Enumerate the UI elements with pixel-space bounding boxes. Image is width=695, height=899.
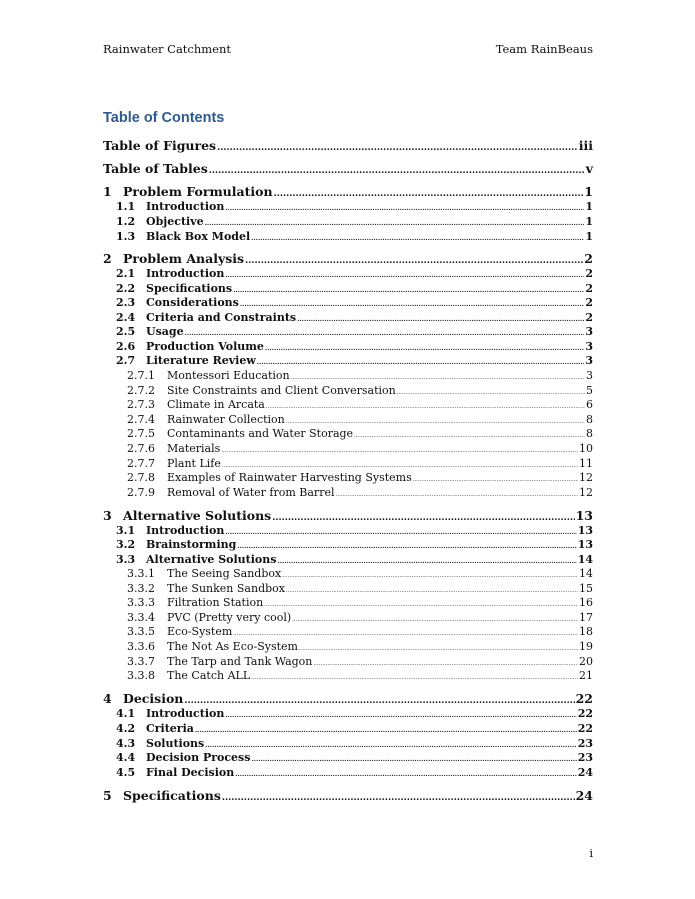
toc-dot-leader (413, 478, 578, 484)
toc-dot-leader (251, 676, 578, 682)
toc-entry-page: 1 (584, 184, 593, 199)
toc-entry-title: Final Decision (146, 766, 235, 779)
toc-entry-title: Problem Analysis (123, 251, 245, 266)
toc-entry[interactable] (116, 230, 593, 243)
toc-entry-number: 3.1 (116, 524, 136, 537)
toc-entry-number: 2.7.5 (127, 427, 155, 440)
toc-entry-number: 2.5 (116, 325, 136, 338)
toc-entry[interactable] (127, 457, 593, 470)
toc-entry-title: Removal of Water from Barrel (167, 486, 335, 499)
toc-entry-title: Decision (123, 691, 184, 706)
toc-entry-title: Criteria and Constraints (146, 311, 297, 324)
toc-entry[interactable] (103, 184, 593, 199)
running-header-right: Team RainBeaus (495, 42, 593, 56)
toc-dot-leader (209, 167, 585, 176)
toc-dot-leader (266, 405, 585, 411)
toc-entry-page: 3 (585, 354, 593, 367)
toc-dot-leader (251, 756, 576, 763)
toc-entry[interactable] (103, 251, 593, 266)
toc-entry[interactable] (127, 413, 593, 426)
toc-entry-page: 24 (577, 766, 593, 779)
toc-dot-leader (335, 493, 578, 499)
toc-entry-title: Brainstorming (146, 538, 237, 551)
toc-entry-number: 1 (103, 184, 112, 199)
toc-entry-page: 2 (584, 251, 593, 266)
toc-dot-leader (222, 794, 575, 803)
toc-entry-title: Introduction (146, 524, 225, 537)
toc-entry-title: Literature Review (146, 354, 256, 367)
toc-entry-number: 4.5 (116, 766, 136, 779)
toc-entry-page: 1 (585, 200, 593, 213)
toc-entry-title: Introduction (146, 200, 225, 213)
toc-entry-page: v (585, 161, 593, 176)
toc-entry[interactable] (103, 138, 593, 153)
toc-dot-leader (184, 697, 574, 706)
toc-entry-number: 2.7 (116, 354, 136, 367)
toc-entry-page: 13 (577, 524, 593, 537)
toc-dot-leader (225, 272, 584, 279)
toc-entry-number: 3.3.8 (127, 669, 155, 682)
toc-entry-page: 2 (585, 282, 593, 295)
toc-dot-leader (217, 144, 578, 153)
toc-entry[interactable] (116, 325, 593, 338)
toc-entry-page: 22 (577, 707, 593, 720)
toc-entry-title: Specifications (146, 282, 233, 295)
toc-entry[interactable] (116, 311, 593, 324)
toc-entry-page: 5 (586, 384, 593, 397)
toc-entry-title: Alternative Solutions (146, 553, 277, 566)
toc-entry-number: 3.2 (116, 538, 136, 551)
toc-entry-number: 2.7.8 (127, 471, 155, 484)
toc-entry-page: 2 (585, 311, 593, 324)
toc-entry-page: 15 (579, 582, 593, 595)
toc-entry-number: 2.7.7 (127, 457, 155, 470)
toc-entry-page: 11 (579, 457, 593, 470)
toc-entry-title: Alternative Solutions (123, 508, 272, 523)
toc-dot-leader (397, 391, 585, 397)
toc-entry[interactable] (127, 582, 593, 595)
toc-entry-page: 16 (579, 596, 593, 609)
toc-dot-leader (233, 632, 578, 638)
toc-entry-number: 3.3.5 (127, 625, 155, 638)
toc-entry-title: The Not As Eco-System (167, 640, 298, 653)
toc-entry-page: 2 (585, 267, 593, 280)
toc-entry-page: 1 (585, 215, 593, 228)
toc-entry[interactable] (103, 161, 593, 176)
toc-entry-number: 4.1 (116, 707, 136, 720)
toc-entry-title: Climate in Arcata (167, 398, 265, 411)
toc-dot-leader (251, 235, 584, 242)
toc-entry-title: Plant Life (167, 457, 221, 470)
toc-entry-page: 24 (575, 788, 593, 803)
toc-entry-number: 3.3.1 (127, 567, 155, 580)
toc-entry-title: Examples of Rainwater Harvesting Systems (167, 471, 412, 484)
toc-entry[interactable] (116, 282, 593, 295)
toc-entry-title: Specifications (123, 788, 221, 803)
toc-entry-title: Usage (146, 325, 184, 338)
toc-entry[interactable] (116, 722, 593, 735)
toc-dot-leader (195, 727, 577, 734)
toc-entry-title: Rainwater Collection (167, 413, 285, 426)
toc-entry[interactable] (116, 200, 593, 213)
toc-entry[interactable] (127, 384, 593, 397)
toc-dot-leader (299, 647, 578, 653)
toc-entry-page: 23 (577, 737, 593, 750)
toc-entry[interactable] (127, 611, 593, 624)
toc-dot-leader (282, 574, 578, 580)
toc-entry-title: Considerations (146, 296, 239, 309)
toc-entry-page: 23 (577, 751, 593, 764)
toc-entry-number: 2.7.9 (127, 486, 155, 499)
toc-entry[interactable] (116, 296, 593, 309)
toc-entry-title: Table of Figures (103, 138, 217, 153)
toc-dot-leader (240, 301, 584, 308)
toc-dot-leader (277, 558, 576, 565)
toc-entry-number: 3.3.4 (127, 611, 155, 624)
toc-entry-number: 3 (103, 508, 112, 523)
toc-entry-number: 1.1 (116, 200, 136, 213)
running-header-left: Rainwater Catchment (103, 42, 232, 56)
toc-entry-page: 22 (575, 691, 593, 706)
toc-entry-number: 2.7.3 (127, 398, 155, 411)
toc-entry-title: Introduction (146, 707, 225, 720)
toc-entry-title: Filtration Station (167, 596, 264, 609)
toc-entry-number: 5 (103, 788, 112, 803)
toc-entry[interactable] (116, 340, 593, 353)
toc-dot-leader (185, 330, 585, 337)
toc-entry-number: 2.7.6 (127, 442, 155, 455)
toc-entry-title: Table of Tables (103, 161, 208, 176)
toc-dot-leader (286, 420, 585, 426)
toc-dot-leader (264, 603, 578, 609)
toc-entry-page: 3 (585, 325, 593, 338)
toc-entry-page: 19 (579, 640, 593, 653)
toc-entry-title: Black Box Model (146, 230, 251, 243)
toc-entry[interactable] (103, 788, 593, 803)
toc-entry[interactable] (116, 737, 593, 750)
toc-entry-title: The Seeing Sandbox (167, 567, 282, 580)
toc-entry-title: Contaminants and Water Storage (167, 427, 354, 440)
toc-entry-number: 4.4 (116, 751, 136, 764)
toc-entry-page: iii (578, 138, 593, 153)
toc-entry[interactable] (116, 751, 593, 764)
toc-entry[interactable] (127, 369, 593, 382)
toc-entry-page: 14 (577, 553, 593, 566)
toc-entry[interactable] (127, 486, 593, 499)
toc-dot-leader (245, 257, 583, 266)
toc-entry[interactable] (103, 691, 593, 706)
toc-entry-number: 3.3.7 (127, 655, 155, 668)
toc-dot-leader (286, 589, 578, 595)
toc-entry-page: 20 (579, 655, 593, 668)
toc-entry[interactable] (127, 427, 593, 440)
toc-entry-title: The Tarp and Tank Wagon (167, 655, 313, 668)
toc-dot-leader (225, 712, 576, 719)
toc-dot-leader (233, 287, 584, 294)
toc-entry[interactable] (127, 640, 593, 653)
toc-entry-number: 2.3 (116, 296, 136, 309)
toc-entry-number: 2.4 (116, 311, 136, 324)
toc-entry-title: Site Constraints and Client Conversation (167, 384, 396, 397)
toc-entry[interactable] (116, 524, 593, 537)
toc-entry[interactable] (116, 354, 593, 367)
toc-entry-page: 8 (586, 413, 593, 426)
toc-entry-page: 18 (579, 625, 593, 638)
toc-entry-number: 4.2 (116, 722, 136, 735)
toc-entry-number: 1.3 (116, 230, 136, 243)
toc-dot-leader (221, 449, 578, 455)
toc-dot-leader (265, 345, 584, 352)
toc-entry-title: Solutions (146, 737, 205, 750)
toc-entry-page: 8 (586, 427, 593, 440)
toc-entry-page: 1 (585, 230, 593, 243)
toc-entry[interactable] (127, 442, 593, 455)
toc-dot-leader (354, 434, 585, 440)
toc-entry[interactable] (127, 669, 593, 682)
toc-dot-leader (222, 464, 578, 470)
toc-dot-leader (291, 376, 585, 382)
toc-entry-number: 2 (103, 251, 112, 266)
toc-entry[interactable] (103, 508, 593, 523)
toc-entry-number: 3.3.2 (127, 582, 155, 595)
toc-entry-title: Production Volume (146, 340, 264, 353)
toc-entry-number: 1.2 (116, 215, 136, 228)
toc-entry[interactable] (116, 766, 593, 779)
toc-dot-leader (292, 618, 578, 624)
toc-entry-page: 21 (579, 669, 593, 682)
toc-entry-page: 14 (579, 567, 593, 580)
toc-dot-leader (205, 220, 585, 227)
toc-entry-title: Criteria (146, 722, 194, 735)
toc-entry-number: 2.7.1 (127, 369, 155, 382)
toc-entry-page: 13 (575, 508, 593, 523)
toc-entry[interactable] (127, 655, 593, 668)
toc-entry-page: 13 (577, 538, 593, 551)
toc-entry-number: 2.7.4 (127, 413, 155, 426)
toc-entry-number: 2.2 (116, 282, 136, 295)
toc-entry-number: 4 (103, 691, 112, 706)
toc-entry[interactable] (127, 596, 593, 609)
toc-entry[interactable] (127, 567, 593, 580)
toc-entry-page: 12 (579, 471, 593, 484)
toc-entry[interactable] (116, 707, 593, 720)
toc-entry-title: PVC (Pretty very cool) (167, 611, 292, 624)
toc-entry-number: 3.3.3 (127, 596, 155, 609)
toc-entry-page: 17 (579, 611, 593, 624)
toc-entry-number: 4.3 (116, 737, 136, 750)
toc-entry-title: Objective (146, 215, 204, 228)
toc-entry-page: 6 (586, 398, 593, 411)
toc-dot-leader (313, 662, 578, 668)
toc-entry-number: 2.1 (116, 267, 136, 280)
toc-dot-leader (237, 543, 576, 550)
toc-entry-number: 3.3 (116, 553, 136, 566)
toc-entry-title: Problem Formulation (123, 184, 273, 199)
toc-dot-leader (225, 205, 584, 212)
toc-entry-page: 2 (585, 296, 593, 309)
toc-entry-title: Introduction (146, 267, 225, 280)
toc-entry[interactable] (116, 215, 593, 228)
toc-entry-number: 2.7.2 (127, 384, 155, 397)
toc-dot-leader (257, 359, 585, 366)
toc-entry-title: Eco-System (167, 625, 233, 638)
toc-entry[interactable] (127, 398, 593, 411)
toc-entry-page: 22 (577, 722, 593, 735)
toc-entry-number: 2.6 (116, 340, 136, 353)
toc-dot-leader (205, 742, 576, 749)
toc-dot-leader (225, 529, 576, 536)
toc-entry-page: 3 (585, 340, 593, 353)
toc-entry[interactable] (116, 553, 593, 566)
toc-dot-leader (235, 771, 576, 778)
toc-entry[interactable] (116, 267, 593, 280)
toc-entry[interactable] (116, 538, 593, 551)
toc-entry-title: Montessori Education (167, 369, 290, 382)
toc-entry-title: Decision Process (146, 751, 251, 764)
toc-entry-title: The Sunken Sandbox (167, 582, 285, 595)
toc-entry-page: 12 (579, 486, 593, 499)
toc-entry-title: The Catch ALL (167, 669, 251, 682)
toc-entry[interactable] (127, 625, 593, 638)
toc-dot-leader (297, 316, 584, 323)
toc-dot-leader (274, 190, 584, 199)
toc-entry-title: Materials (167, 442, 221, 455)
toc-title: Table of Contents (103, 110, 225, 126)
toc-entry-number: 3.3.6 (127, 640, 155, 653)
page-number: i (589, 846, 593, 860)
toc-entry-page: 3 (586, 369, 593, 382)
toc-entry-page: 10 (579, 442, 593, 455)
toc-dot-leader (272, 514, 574, 523)
toc-entry[interactable] (127, 471, 593, 484)
